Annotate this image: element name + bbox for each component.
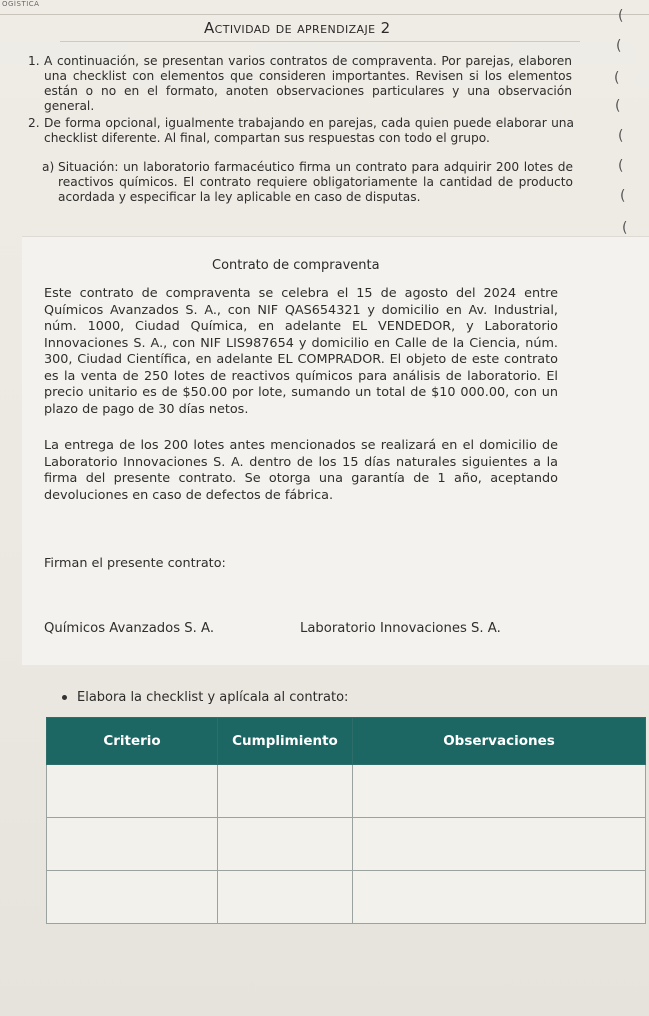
signing-note: Firman el presente contrato: [44, 556, 226, 571]
header-label: OGÍSTICA [2, 0, 40, 8]
contract-paragraph: La entrega de los 200 lotes antes mencionados se realizará en el domicilio de Laboratorio Innovaciones S. A. dentro de los 15 días naturales siguientes a la firma del presente contrato. Se otorga una garantía de 1 año, aceptando devoluciones en caso de defectos de fábrica. [44, 438, 558, 503]
table-cell[interactable] [218, 765, 353, 818]
spiral-binding-icon: ( [618, 8, 624, 24]
situation-text [42, 160, 573, 205]
table-cell[interactable] [353, 871, 646, 924]
item-number: 2. [28, 116, 40, 130]
checklist-table [46, 717, 646, 924]
spiral-binding-icon: ( [618, 158, 624, 174]
instruction-item-1 [28, 54, 572, 114]
item-letter: a) [42, 160, 55, 174]
contract-paragraph: Este contrato de compraventa se celebra el 15 de agosto del 2024 entre Químicos Avanzados S. A., con NIF QAS654321 y domicilio en Av. Industrial, núm. 1000, Ciudad Química, en adelante EL VENDEDOR, y Laboratorio Innovaciones S. A., con NIF LIS987654 y domicilio en Calle de la Ciencia, núm. 300, Ciudad Científica, en adelante EL COMPRADOR. El objeto de este contrato es la venta de 250 lotes de reactivos químicos para análisis de laboratorio. El precio unitario es de $50.00 por lote, sumando un total de $10 000.00, con un plazo de pago de 30 días netos. [44, 286, 558, 417]
signatory-buyer: Laboratorio Innovaciones S. A. [300, 621, 501, 636]
bullet-text: Elabora la checklist y aplícala al contrato: [77, 690, 349, 705]
table-header-row [47, 718, 646, 765]
spiral-binding-icon: ( [620, 188, 626, 204]
item-number: 1. [28, 54, 40, 68]
item-text: A continuación, se presentan varios contratos de compraventa. Por parejas, elaboren una checklist con elementos que consideren importantes. Revisen si los elementos están o no en el formato, anoten observaciones particulares y una observación general. [44, 54, 572, 113]
table-cell[interactable] [47, 871, 218, 924]
column-header-observaciones: Observaciones [353, 718, 646, 765]
column-header-cumplimiento: Cumplimiento [218, 718, 353, 765]
table-cell[interactable] [47, 765, 218, 818]
table-row [47, 871, 646, 924]
spiral-binding-icon: ( [618, 128, 624, 144]
item-text: Situación: un laboratorio farmacéutico firma un contrato para adquirir 200 lotes de reactivos químicos. El contrato requiere obligatoriamente la cantidad de producto acordada y especificar la ley aplicable en caso de disputas. [58, 160, 573, 204]
spiral-binding-icon: ( [615, 98, 621, 114]
bullet-icon [62, 695, 67, 700]
spiral-binding-icon: ( [616, 38, 622, 54]
header-strip [0, 0, 649, 15]
table-cell[interactable] [353, 818, 646, 871]
spiral-binding-icon: ( [622, 220, 628, 236]
spiral-binding-icon: ( [614, 70, 620, 86]
instruction-item-2 [28, 116, 574, 146]
table-row [47, 818, 646, 871]
bullet-instruction [62, 690, 348, 705]
column-header-criterio: Criterio [47, 718, 218, 765]
contract-title: Contrato de compraventa [212, 258, 380, 273]
table-row [47, 765, 646, 818]
table-cell[interactable] [47, 818, 218, 871]
signatory-seller: Químicos Avanzados S. A. [44, 621, 215, 636]
table-cell[interactable] [218, 871, 353, 924]
table-cell[interactable] [353, 765, 646, 818]
title-divider [60, 41, 580, 42]
activity-title: Actividad de aprendizaje 2 [204, 19, 391, 37]
table-cell[interactable] [218, 818, 353, 871]
item-text: De forma opcional, igualmente trabajando en parejas, cada quien puede elaborar una checklist diferente. Al final, compartan sus respuestas con todo el grupo. [44, 116, 574, 145]
